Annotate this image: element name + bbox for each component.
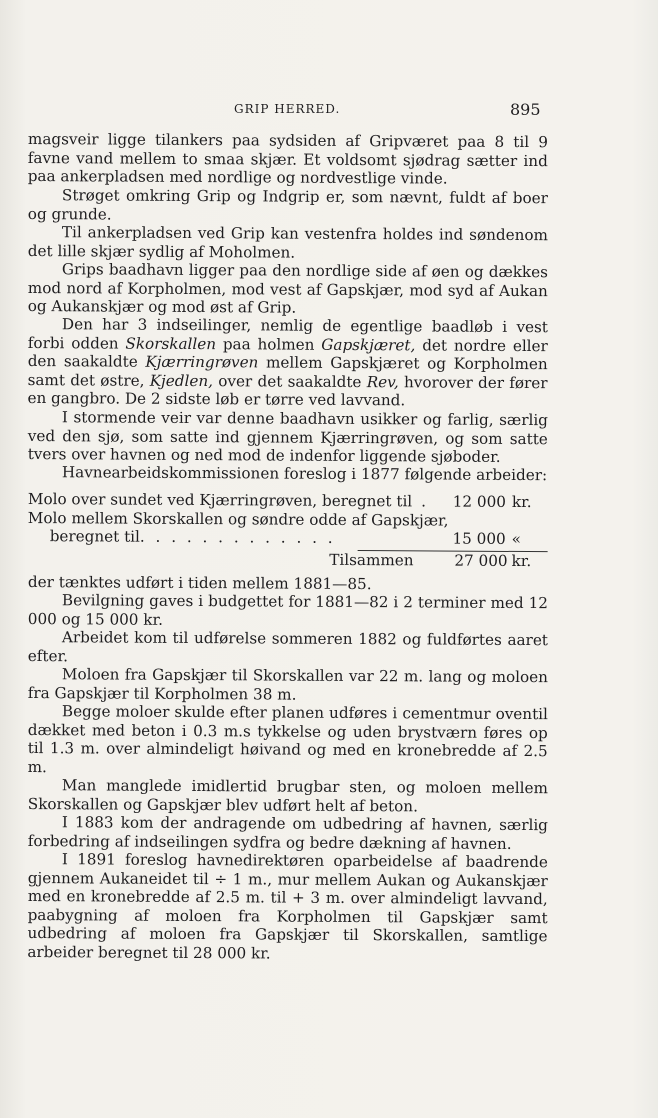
total-amount: 27 000 <box>454 550 508 569</box>
paragraph: Begge moloer skulde efter planen udføres i cementmur oventil dækket med beton i 0.3 m.s tykkelse og uden brystværn føres op til 1.3 m. over almindeligt høivand og med en kronebredde af 2.5 m. <box>27 702 548 776</box>
place-name: Rev, <box>366 372 399 391</box>
paragraph: I 1891 foreslog havnedirektøren oparbeidelse af baadrende gjennem Aukaneidet til ÷ 1 m., mur mellem Aukan og Aukanskjær med en kronebredde af 2.5 m. til + 3 m. over almindeligt lavvand, paabygning af moloen fra Korpholmen til Gapskjær samt udbedring af moloen fra Gapskjær til Skorskallen, samtlige arbeider beregnet til 28 000 kr. <box>27 850 548 962</box>
paragraph: Arbeidet kom til udførelse sommeren 1882 og fuldførtes aaret efter. <box>27 628 548 665</box>
cost-unit: kr. <box>511 492 532 511</box>
ditto-mark: « <box>511 529 522 548</box>
paragraph: Strøget omkring Grip og Indgrip er, som nævnt, fuldt af boer og grunde. <box>27 185 548 223</box>
cost-label: beregnet til <box>49 526 140 546</box>
paragraph: Grips baadhavn ligger paa den nordlige side af øen og dækkes mod nord af Korpholmen, mod vest af Gapskjær, mod syd af Aukan og Aukanskjær og mod øst af Grip. <box>27 259 548 317</box>
place-name: Gapskjæret, <box>321 335 416 354</box>
paragraph: I 1883 kom der andragende om udbedring af havnen, særlig forbedring af indseilingen sydfra og bedre dækning af havnen. <box>27 813 548 853</box>
paragraph: Havnearbeidskommissionen foreslog i 1877 følgende arbeider: <box>61 463 548 485</box>
paragraph: magsveir ligge tilankers paa sydsiden af Gripværet paa 8 til 9 favne vand mellem to smaa skjær. Et voldsomt sjødrag sætter ind paa ankerpladsen med nordlige og nordvestlige vinde. <box>27 130 548 188</box>
paragraph: I stormende veir var denne baadhavn usikker og farlig, særlig ved den sjø, som satte ind gjennem Kjærringrøven, og som satte tvers over havnen og ned mod de indenfor liggende sjøboder. <box>27 407 548 466</box>
page-header <box>0 100 658 122</box>
paragraph: Bevilgning gaves i budgettet for 1881—82 i 2 terminer med 12 000 og 15 000 kr. <box>27 591 548 629</box>
cost-row <box>28 490 548 512</box>
paragraph: Moloen fra Gapskjær til Skorskallen var 22 m. lang og moloen fra Gapskjær til Korpholmen 38 m. <box>27 665 548 704</box>
total-label: Tilsammen <box>329 549 414 569</box>
text-run: Den har 3 indseilinger, nemlig de egentlige baadløb i vest forbi odden <box>27 315 548 353</box>
paragraph: Til ankerpladsen ved Grip kan vestenfra holdes ind søndenom det lille skjær sydlig af Moholmen. <box>27 222 548 261</box>
text-run: paa holmen <box>215 334 322 354</box>
cost-amount: 15 000 <box>452 529 506 548</box>
total-row <box>28 548 548 570</box>
place-name: Skorskallen <box>125 334 217 353</box>
leader-dot: . <box>421 491 426 510</box>
cost-row <box>28 526 548 548</box>
cost-table <box>28 490 548 570</box>
cost-label: Molo over sundet ved Kjærringrøven, beregnet til <box>27 489 413 510</box>
cost-row <box>28 508 548 530</box>
paragraph: der tænktes udført i tiden mellem 1881—85. <box>27 572 372 593</box>
text-run: over det saakaldte <box>212 371 367 391</box>
cost-amount: 12 000 <box>452 492 506 511</box>
paragraph <box>27 315 548 411</box>
body-text <box>28 130 548 961</box>
leader-dots: . . . . . . . . . . . . . <box>139 527 336 547</box>
place-name: Kjedlen, <box>149 371 214 390</box>
total-unit: kr. <box>511 550 532 570</box>
cost-label: Molo mellem Skorskallen og søndre odde af Gapskjær, <box>27 507 449 529</box>
text-run: hvorover der fører en gangbro. De 2 sidste løb er tørre ved lavvand. <box>27 372 548 410</box>
text-run: det nordre eller den saakaldte <box>27 335 548 371</box>
paragraph: Man manglede imidlertid brugbar sten, og moloen mellem Skorskallen og Gapskjær blev udført helt af beton. <box>27 776 548 815</box>
running-head: GRIP HERRED. <box>234 102 341 116</box>
place-name: Kjærringrøven <box>145 352 259 372</box>
page-number: 895 <box>510 100 541 119</box>
text-run: mellem Gapskjæret og Korpholmen samt det østre, <box>27 353 548 390</box>
